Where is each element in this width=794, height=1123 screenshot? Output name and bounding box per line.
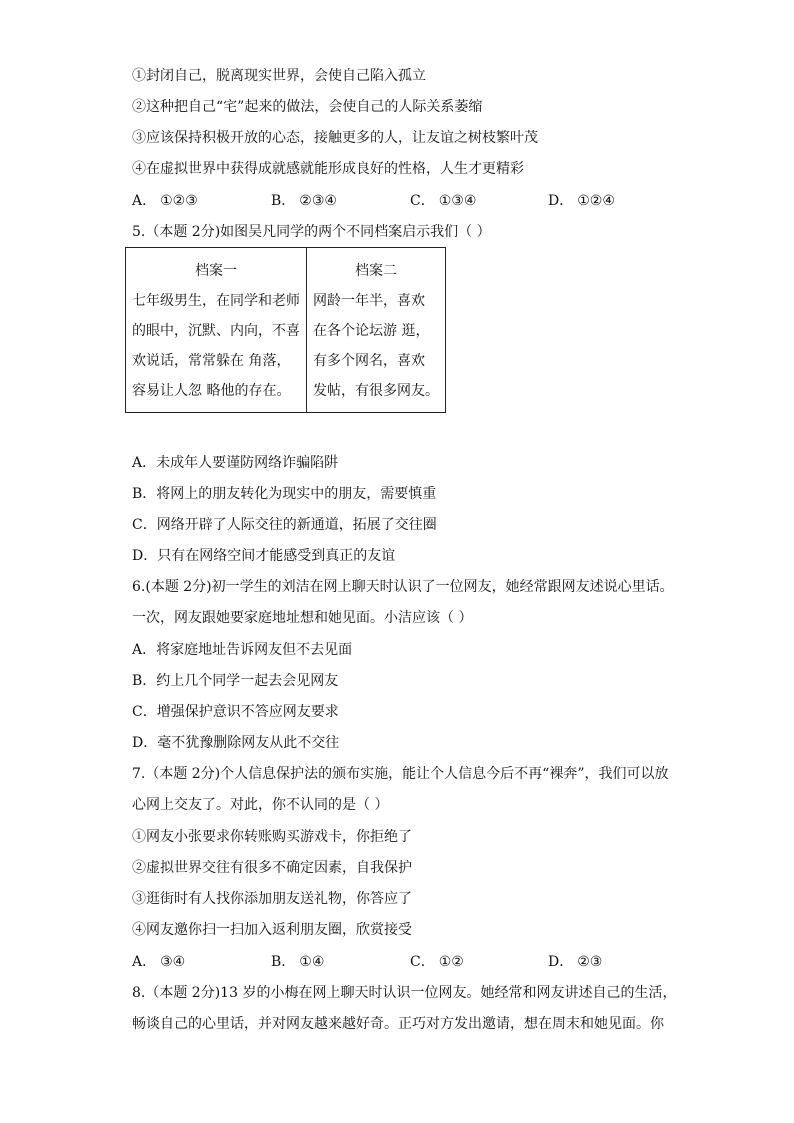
q7-stem-line-1: 7.（本题 2分)个人信息保护法的颁布实施，能让个人信息今后不再“裸奔”，我们可以放 bbox=[132, 766, 669, 782]
q5-archive-table bbox=[125, 247, 446, 413]
q4-statement-2: ②这种把自己“宅”起来的做法，会使自己的人际关系萎缩 bbox=[132, 99, 483, 115]
q6-option-a: A．将家庭地址告诉网友但不去见面 bbox=[132, 642, 353, 658]
archive-two-line: 在各个论坛游 逛， bbox=[313, 323, 430, 339]
archive-two-header: 档案二 bbox=[355, 263, 397, 279]
archive-one-line: 容易让人忽 略他的存在。 bbox=[132, 383, 291, 399]
q8-stem-line-2: 畅谈自己的心里话，并对网友越来越好奇。正巧对方发出邀请，想在周末和她见面。你 bbox=[132, 1016, 664, 1032]
q4-options bbox=[132, 191, 652, 211]
q7-options bbox=[132, 952, 652, 972]
q6-option-d: D．毫不犹豫删除网友从此不交往 bbox=[132, 735, 340, 751]
q4-statement-1: ①封闭自己，脱离现实世界，会使自己陷入孤立 bbox=[132, 68, 426, 84]
q8-stem-line-1: 8.（本题 2分)13 岁的小梅在网上聊天时认识一位网友。她经常和网友讲述自己的生活， bbox=[132, 985, 677, 1001]
q7-statement-2: ②虚拟世界交往有很多不确定因素，自我保护 bbox=[132, 860, 412, 876]
q7-statement-4: ④网友邀你扫一扫加入返利朋友圈，欣赏接受 bbox=[132, 922, 412, 938]
q4-option-d: D． ①②④ bbox=[548, 193, 615, 209]
q5-option-b: B．将网上的朋友转化为现实中的朋友，需要慎重 bbox=[132, 486, 437, 502]
q5-option-d: D．只有在网络空间才能感受到真正的友谊 bbox=[132, 548, 396, 564]
q4-option-b: B． ②③④ bbox=[271, 193, 337, 209]
q6-option-b: B．约上几个同学一起去会见网友 bbox=[132, 673, 339, 689]
q4-option-c: C． ①③④ bbox=[410, 193, 477, 209]
archive-two-line: 网龄一年半，喜欢 bbox=[313, 293, 425, 309]
q5-stem: 5.（本题 2分)如图吴凡同学的两个不同档案启示我们（ ） bbox=[132, 224, 491, 240]
archive-one-line: 欢说话，常常躲在 角落， bbox=[132, 353, 291, 369]
q7-stem-line-2: 心网上交友了。对此，你不认同的是（ ） bbox=[132, 797, 389, 813]
archive-one-cell bbox=[126, 248, 307, 413]
q5-option-a: A．未成年人要谨防网络诈骗陷阱 bbox=[132, 455, 339, 471]
q7-option-c: C． ①② bbox=[410, 954, 464, 970]
q5-option-c: C．网络开辟了人际交往的新通道，拓展了交往圈 bbox=[132, 517, 437, 533]
archive-one-header: 档案一 bbox=[195, 263, 237, 279]
q6-stem-line-1: 6.(本题 2分)初一学生的刘洁在网上聊天时认识了一位网友，她经常跟网友述说心里话。 bbox=[132, 579, 674, 595]
archive-one-line: 的眼中，沉默、内向，不喜 bbox=[132, 323, 300, 339]
archive-two-line: 发帖，有很多网友。 bbox=[313, 383, 439, 399]
q7-option-a: A． ③④ bbox=[132, 954, 186, 970]
q7-option-b: B． ①④ bbox=[271, 954, 325, 970]
archive-two-line: 有多个网名，喜欢 bbox=[313, 353, 425, 369]
q4-option-a: A． ①②③ bbox=[132, 193, 198, 209]
q7-statement-3: ③逛街时有人找你添加朋友送礼物，你答应了 bbox=[132, 891, 412, 907]
archive-two-cell bbox=[307, 248, 446, 413]
archive-one-line: 七年级男生，在同学和老师 bbox=[132, 293, 300, 309]
q7-statement-1: ①网友小张要求你转账购买游戏卡，你拒绝了 bbox=[132, 829, 412, 845]
q7-option-d: D． ②③ bbox=[548, 954, 603, 970]
q6-stem-line-2: 一次，网友跟她要家庭地址想和她见面。小洁应该（ ） bbox=[132, 610, 473, 626]
q6-option-c: C．增强保护意识不答应网友要求 bbox=[132, 704, 339, 720]
q4-statement-3: ③应该保持积极开放的心态，接触更多的人，让友谊之树枝繁叶茂 bbox=[132, 130, 538, 146]
q4-statement-4: ④在虚拟世界中获得成就感就能形成良好的性格，人生才更精彩 bbox=[132, 161, 524, 177]
